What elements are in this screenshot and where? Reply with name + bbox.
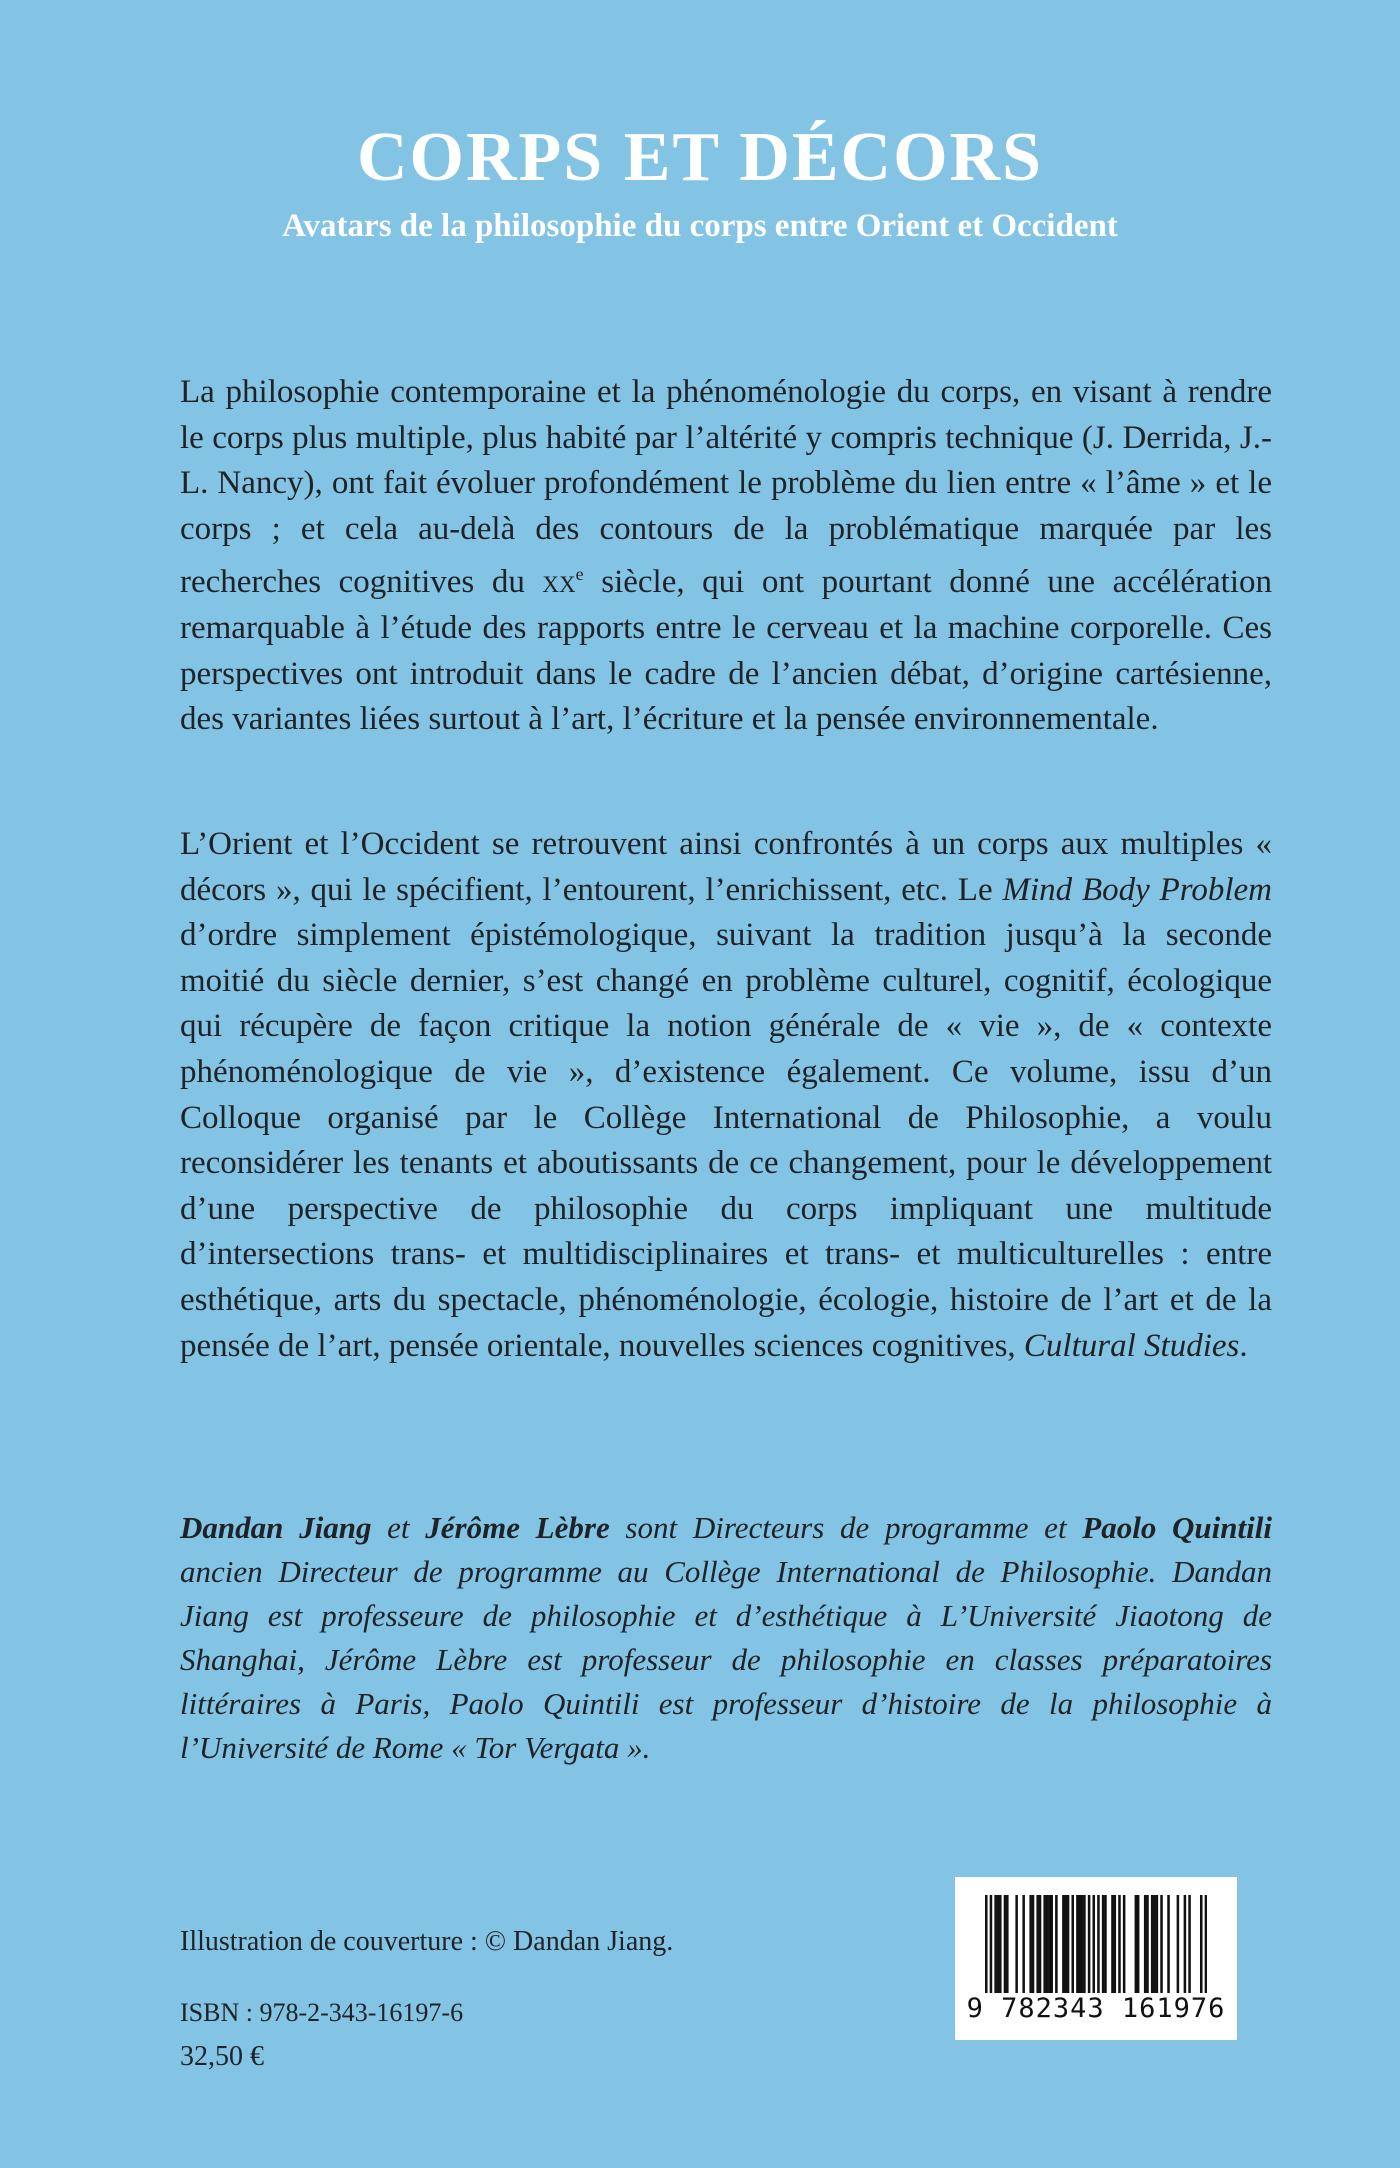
barcode-bar <box>1048 1895 1051 1993</box>
barcode-bar <box>1071 1895 1074 1993</box>
barcode-bar <box>994 1895 997 1993</box>
barcode <box>955 1877 1237 2040</box>
barcode-bar <box>1184 1895 1187 1993</box>
authors-join-1: et <box>371 1510 426 1545</box>
barcode-bar <box>1092 1895 1095 1993</box>
barcode-bar <box>997 1895 1000 1993</box>
barcode-bar <box>990 1895 993 1993</box>
summary-p1-text-a: La philosophie contemporaine et la phénoménologie du corps, en visant à rendre le corps plus multiple, plus habité par l’altérité y compris technique (J. Derrida, J.-L. Nancy), ont fait évoluer profondément le problème du lien entre « l’âme » et le corps ; et cela au-delà des contours de la problématique marquée par les recherches cognitives du <box>180 374 1272 601</box>
barcode-bar <box>1032 1895 1035 1993</box>
barcode-bar <box>1039 1895 1042 1993</box>
barcode-bar <box>1167 1895 1170 1993</box>
barcode-bar <box>1064 1895 1067 1993</box>
barcode-bar <box>1078 1895 1081 1993</box>
barcode-bar <box>1097 1895 1100 1993</box>
barcode-bar <box>1160 1895 1163 1993</box>
barcode-bar <box>1114 1895 1117 1993</box>
barcode-bar <box>1004 1895 1007 1993</box>
barcode-bar <box>1137 1895 1140 1993</box>
author-name-3: Paolo Quintili <box>1082 1510 1272 1545</box>
barcode-bar <box>1146 1895 1149 1993</box>
barcode-bar <box>1088 1895 1091 1993</box>
mind-body-problem-italic: Mind Body Problem <box>1002 871 1272 908</box>
book-subtitle: Avatars de la philosophie du corps entre Orient et Occident <box>282 208 1118 244</box>
barcode-bar <box>1123 1895 1126 1993</box>
summary-paragraph-1 <box>180 370 1272 743</box>
barcode-bar <box>1081 1895 1084 1993</box>
barcode-bar <box>1102 1895 1105 1993</box>
barcode-bar <box>1177 1895 1180 1993</box>
barcode-bar <box>1156 1895 1159 1993</box>
barcode-bar <box>1046 1895 1049 1993</box>
barcode-bar <box>1029 1895 1032 1993</box>
barcode-bar <box>1015 1895 1018 1993</box>
cultural-studies-italic: Cultural Studies <box>1023 1327 1240 1364</box>
barcode-bar <box>1022 1895 1025 1993</box>
barcode-bar <box>1151 1895 1154 1993</box>
author-name-1: Dandan Jiang <box>180 1510 372 1545</box>
barcode-bar <box>1067 1895 1070 1993</box>
barcode-bar <box>1083 1895 1086 1993</box>
barcode-bar <box>985 1895 988 1993</box>
summary-paragraph-2 <box>180 822 1272 1369</box>
authors-bio: ancien Directeur de programme au Collège International de Philosophie. Dandan Jiang est professeure de philosophie et d’esthétique à L’Université Jiaotong de Shanghai, Jérôme Lèbre est professeur de philosophie en classes préparatoires littéraires à Paris, Paolo Quintili est professeur d’histoire de la philosophie à l’Université de Rome « Tor Vergata ». <box>180 1554 1272 1765</box>
barcode-bar <box>1104 1895 1107 1993</box>
barcode-bar <box>1135 1895 1138 1993</box>
barcode-bars <box>985 1895 1207 1993</box>
barcode-bar <box>1050 1895 1053 1993</box>
author-name-2: Jérôme Lèbre <box>425 1510 610 1545</box>
summary-p2-text-a: L’Orient et l’Occident se retrouvent ainsi confrontés à un corps aux multiples « décors », qui le spécifient, l’entourent, l’enrichissent, etc. Le <box>180 826 1272 908</box>
isbn: ISBN : 978-2-343-16197-6 <box>180 1998 464 2027</box>
barcode-bar <box>1205 1895 1207 1993</box>
barcode-digits: 9 782343 161976 <box>966 1993 1226 2024</box>
barcode-bar <box>1055 1895 1058 1993</box>
barcode-bar <box>1043 1895 1046 1993</box>
barcode-bar <box>1111 1895 1114 1993</box>
book-title: CORPS ET DÉCORS <box>356 119 1044 196</box>
barcode-bar <box>999 1895 1002 1993</box>
authors-join-2: sont Directeurs de programme et <box>609 1510 1083 1545</box>
summary-p2-text-b: d’ordre simplement épistémologique, suivant la tradition jusqu’à la seconde moitié du siècle dernier, s’est changé en problème culturel, cognitif, écologique qui récupère de façon critique la notion générale de « vie », de « contexte phénoménologique de vie », d’existence également. Ce volume, issu d’un Colloque organisé par le Collège International de Philosophie, a voulu reconsidérer les tenants et aboutissants de ce changement, pour le développement d’une perspective de philosophie du corps impliquant une multitude d’intersections trans- et multidisciplinaires et trans- et multiculturelles : entre esthétique, arts du spectacle, phénoménologie, écologie, histoire de l’art et de la pensée de l’art, pensée orientale, nouvelles sciences cognitives, <box>180 917 1272 1364</box>
barcode-bar <box>1006 1895 1009 1993</box>
barcode-bar <box>1076 1895 1079 1993</box>
century-superscript: e <box>575 564 584 585</box>
barcode-bar <box>1118 1895 1121 1993</box>
century-numeral: xx <box>542 564 576 601</box>
barcode-bar <box>1200 1895 1203 1993</box>
authors-paragraph <box>180 1506 1272 1770</box>
barcode-bar <box>1188 1895 1191 1993</box>
barcode-bar <box>1036 1895 1039 1993</box>
summary-p1-text-b: siècle, qui ont pourtant donné une accélération remarquable à l’étude des rapports entre le cerveau et la machine corporelle. Ces perspectives ont introduit dans le cadre de l’ancien débat, d’origine cartésienne, des variantes liées surtout à l’art, l’écriture et la pensée environnementale. <box>180 564 1272 738</box>
cover-credit: Illustration de couverture : © Dandan Jiang. <box>180 1926 674 1957</box>
barcode-bar <box>1153 1895 1156 1993</box>
price: 32,50 € <box>180 2041 264 2072</box>
summary-p2-text-c: . <box>1239 1327 1248 1364</box>
barcode-bar <box>1062 1895 1065 1993</box>
barcode-bar <box>1144 1895 1147 1993</box>
